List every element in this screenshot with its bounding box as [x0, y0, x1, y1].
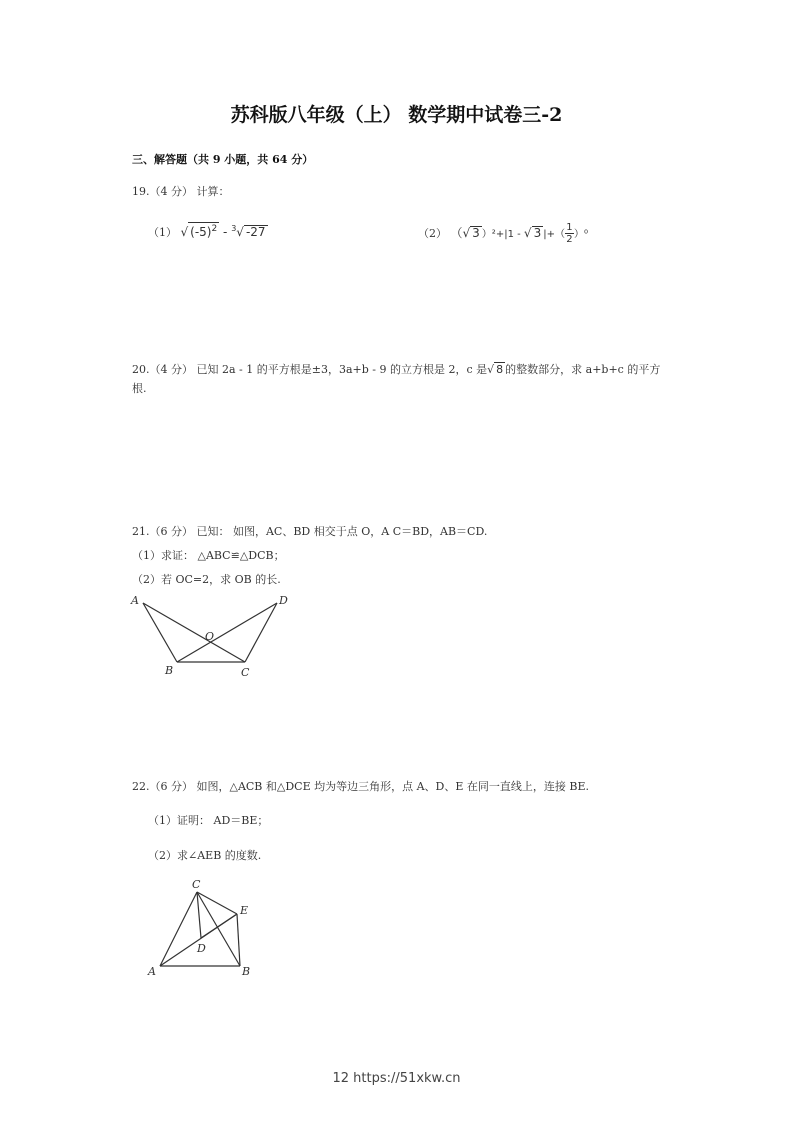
q22-part1: （1）证明： AD＝BE；: [148, 814, 269, 827]
sqrt-radicand: $(-5)^2$: [190, 224, 218, 239]
q19-part2-expression: （√ 3 ）²+|1 - √ 3 |+（ $\frac{1}{2}$ ）⁰: [450, 222, 588, 245]
label-B: B: [165, 664, 174, 677]
label-A: A: [131, 594, 139, 607]
q22-figure: [140, 875, 265, 983]
label-D: D: [279, 594, 288, 607]
cbrt-radicand: -27: [245, 225, 266, 239]
label-D: D: [197, 942, 206, 955]
q21-figure: [125, 590, 295, 682]
label-O: O: [205, 630, 215, 643]
q19-part1: [148, 222, 268, 240]
label-E: E: [240, 904, 249, 917]
q19-part2: [418, 222, 588, 245]
page-footer: 12 https://51xkw.cn: [332, 1071, 461, 1086]
label-C: C: [241, 666, 250, 679]
q22-stem: 22.（6 分） 如图，△ACB 和△DCE 均为等边三角形，点 A、D、E 在同一直线上，连接 BE.: [132, 780, 589, 793]
q21-part1: （1）求证： △ABC≌△DCB；: [132, 549, 285, 562]
q19-part1-number: （1）: [148, 226, 177, 239]
q20-line2: 根.: [132, 382, 147, 395]
section-heading: 三、解答题（共 9 小题，共 64 分）: [132, 153, 314, 166]
label-B: B: [242, 965, 251, 978]
q22-part2: （2）求∠AEB 的度数.: [148, 849, 262, 862]
q19-part2-number: （2）: [418, 227, 447, 240]
label-A: A: [148, 965, 156, 978]
q21-stem: 21.（6 分） 已知： 如图，AC、BD 相交于点 O，A C＝BD，AB＝CD.: [132, 525, 488, 538]
q20-line1: 20.（4 分） 已知 2a - 1 的平方根是±3，3a+b - 9 的立方根是 2，c 是√ 8 的整数部分，求 a+b+c 的平方: [132, 363, 661, 376]
page-title: 苏科版八年级（上） 数学期中试卷三-2: [230, 104, 563, 126]
fraction-half: $\frac{1}{2}$: [566, 222, 573, 245]
label-C: C: [192, 878, 201, 891]
q21-part2: （2）若 OC=2，求 OB 的长.: [132, 573, 281, 586]
q19-stem: 19.（4 分） 计算：: [132, 185, 230, 198]
q19-part1-expression: √ $(-5)^2 - ^3√$ -27: [180, 224, 266, 239]
